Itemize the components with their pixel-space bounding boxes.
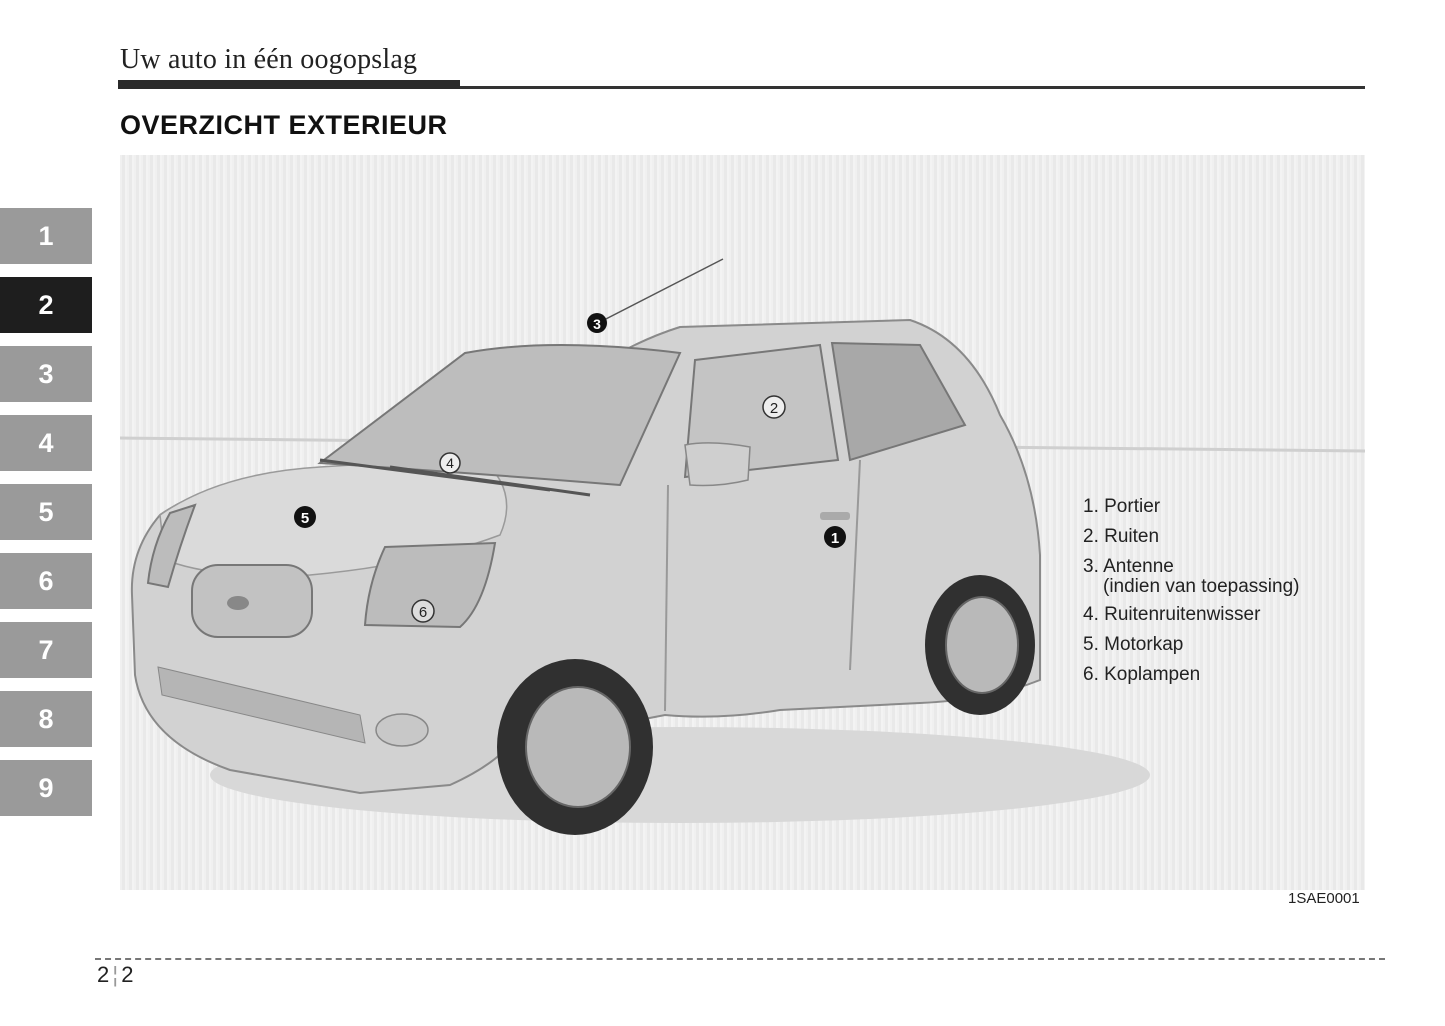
legend [1083, 492, 1299, 690]
chapter-heading: Uw auto in één oogopslag [120, 44, 418, 75]
callout-3 [587, 313, 607, 333]
svg-text:3: 3 [593, 316, 601, 332]
chapter-tab-7[interactable]: 7 [0, 622, 92, 678]
callout-1 [824, 526, 846, 548]
chapter-tab-9[interactable]: 9 [0, 760, 92, 816]
figure-code: 1SAE0001 [1288, 890, 1360, 907]
callout-5 [294, 506, 316, 528]
legend-item: 2. Ruiten [1083, 526, 1160, 547]
svg-text:4: 4 [446, 455, 454, 471]
chapter-tab-2[interactable]: 2 [0, 277, 92, 333]
page-separator: ¦ [112, 962, 119, 987]
callout-4 [440, 453, 460, 473]
legend-item: 4. Ruitenruitenwisser [1083, 604, 1261, 625]
callout-6 [412, 600, 434, 622]
svg-text:2: 2 [769, 400, 779, 417]
page-chapter: 2 [97, 962, 110, 987]
legend-item: 1. Portier [1083, 496, 1161, 517]
chapter-tab-4[interactable]: 4 [0, 415, 92, 471]
chapter-tab-6[interactable]: 6 [0, 553, 92, 609]
svg-text:5: 5 [300, 510, 310, 527]
header-rule-thin [460, 86, 1365, 89]
header-rule-thick [118, 80, 460, 89]
svg-text:1: 1 [830, 530, 840, 547]
svg-text:6: 6 [418, 604, 428, 621]
legend-item: 6. Koplampen [1083, 664, 1201, 685]
legend-item: 5. Motorkap [1083, 634, 1184, 655]
page-index: 2 [121, 962, 134, 987]
legend-item: 3. Antenne [1083, 556, 1174, 577]
legend-item-note: (indien van toepassing) [1103, 576, 1300, 597]
page-number [97, 962, 134, 988]
footer-rule [95, 958, 1385, 960]
section-title: OVERZICHT EXTERIEUR [120, 110, 448, 140]
callout-2 [763, 396, 785, 418]
chapter-tab-3[interactable]: 3 [0, 346, 92, 402]
chapter-tab-8[interactable]: 8 [0, 691, 92, 747]
chapter-tab-5[interactable]: 5 [0, 484, 92, 540]
chapter-tab-1[interactable]: 1 [0, 208, 92, 264]
